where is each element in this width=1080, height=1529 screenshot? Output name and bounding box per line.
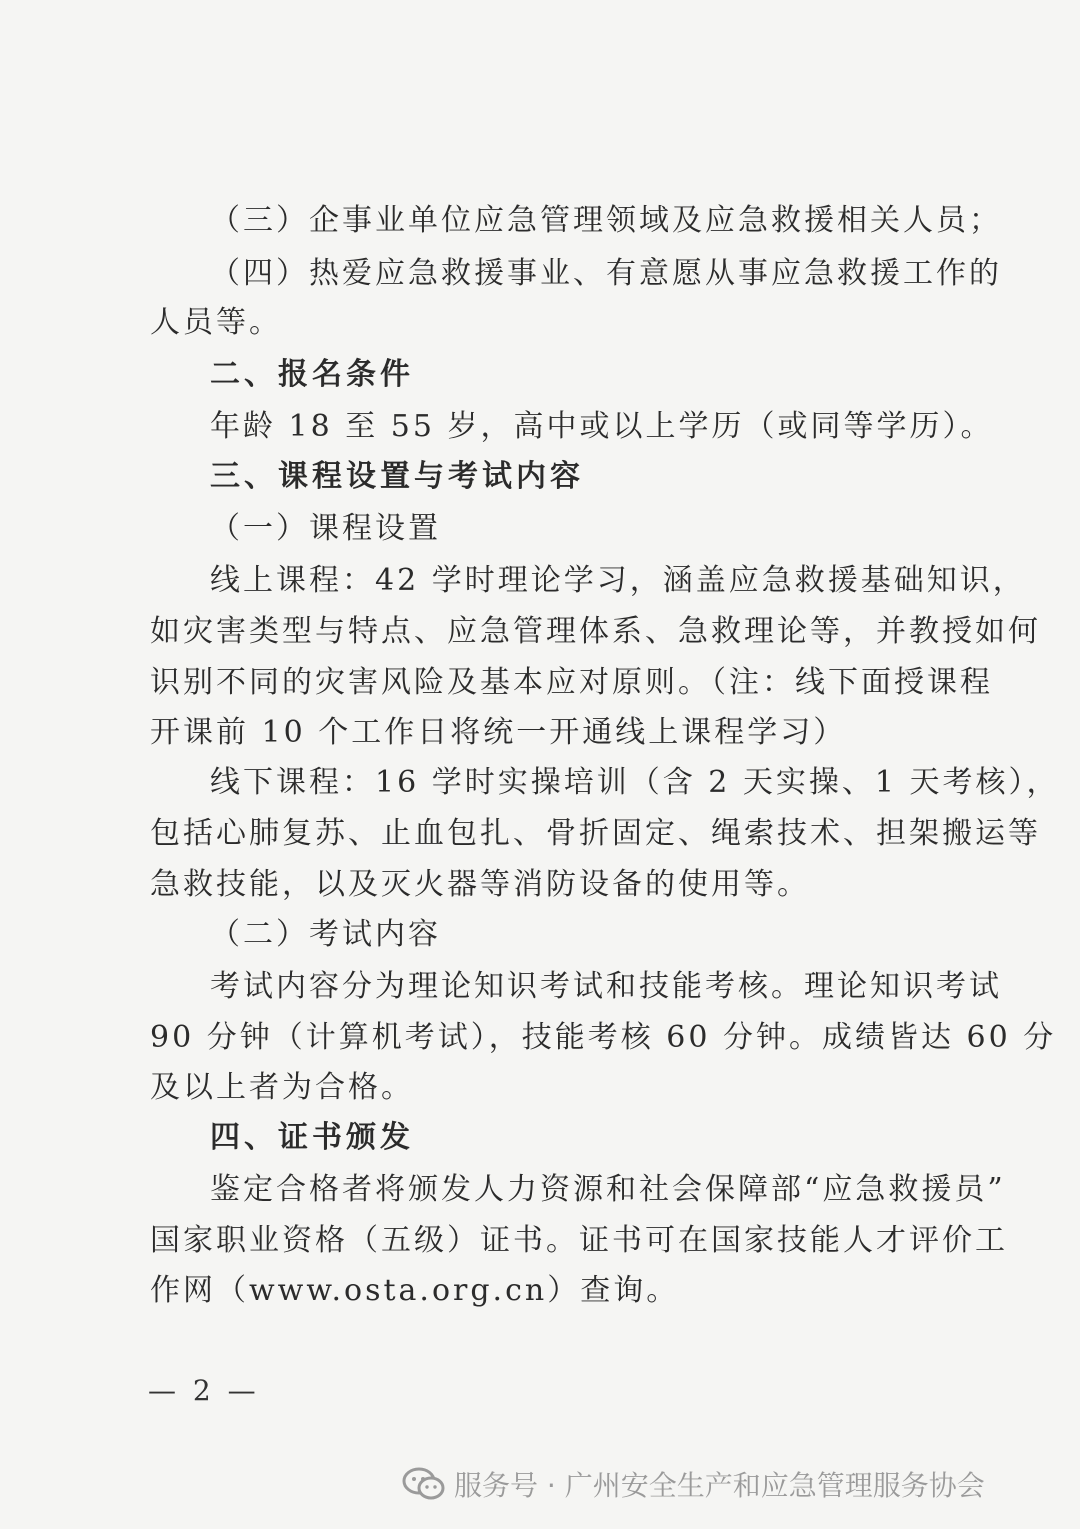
paragraph-line: （三）企事业单位应急管理领域及应急救援相关人员；	[210, 203, 1002, 238]
paragraph-line: 90 分钟（计算机考试），技能考核 60 分钟。成绩皆达 60 分	[150, 1020, 1057, 1055]
paragraph-line: 作网（www.osta.org.cn）查询。	[150, 1273, 680, 1308]
section-heading: 四、证书颁发	[210, 1120, 414, 1155]
paragraph-line: 急救技能，以及灭火器等消防设备的使用等。	[150, 867, 810, 902]
paragraph-line: 包括心肺复苏、止血包扎、骨折固定、绳索技术、担架搬运等	[150, 816, 1041, 851]
paragraph-line: 线上课程：42 学时理论学习，涵盖应急救援基础知识，	[210, 563, 1026, 598]
paragraph-line: 如灾害类型与特点、应急管理体系、急救理论等，并教授如何	[150, 614, 1041, 649]
paragraph-line: 年龄 18 至 55 岁，高中或以上学历（或同等学历）。	[210, 409, 994, 444]
paragraph-line: （四）热爱应急救援事业、有意愿从事应急救援工作的	[210, 256, 1002, 291]
paragraph-line: 考试内容分为理论知识考试和技能考核。理论知识考试	[210, 969, 1002, 1004]
wechat-icon	[402, 1466, 446, 1502]
paragraph-line: 开课前 10 个工作日将统一开通线上课程学习）	[150, 715, 847, 750]
section-heading: 二、报名条件	[210, 357, 414, 392]
paragraph-line: 线下课程：16 学时实操培训（含 2 天实操、1 天考核），	[210, 765, 1060, 800]
paragraph-line: 鉴定合格者将颁发人力资源和社会保障部“应急救援员”	[210, 1172, 1006, 1207]
paragraph-line: 人员等。	[150, 305, 282, 340]
subsection-heading: （二）考试内容	[210, 917, 441, 952]
page-number: — 2 —	[148, 1374, 260, 1407]
paragraph-line: 识别不同的灾害风险及基本应对原则。（注：线下面授课程	[150, 665, 993, 700]
watermark-text: 服务号 · 广州安全生产和应急管理服务协会	[454, 1469, 985, 1502]
watermark	[402, 1462, 985, 1506]
paragraph-line: 国家职业资格（五级）证书。证书可在国家技能人才评价工	[150, 1223, 1008, 1258]
paragraph-line: 及以上者为合格。	[150, 1070, 414, 1105]
subsection-heading: （一）课程设置	[210, 511, 441, 546]
section-heading: 三、课程设置与考试内容	[210, 459, 584, 494]
